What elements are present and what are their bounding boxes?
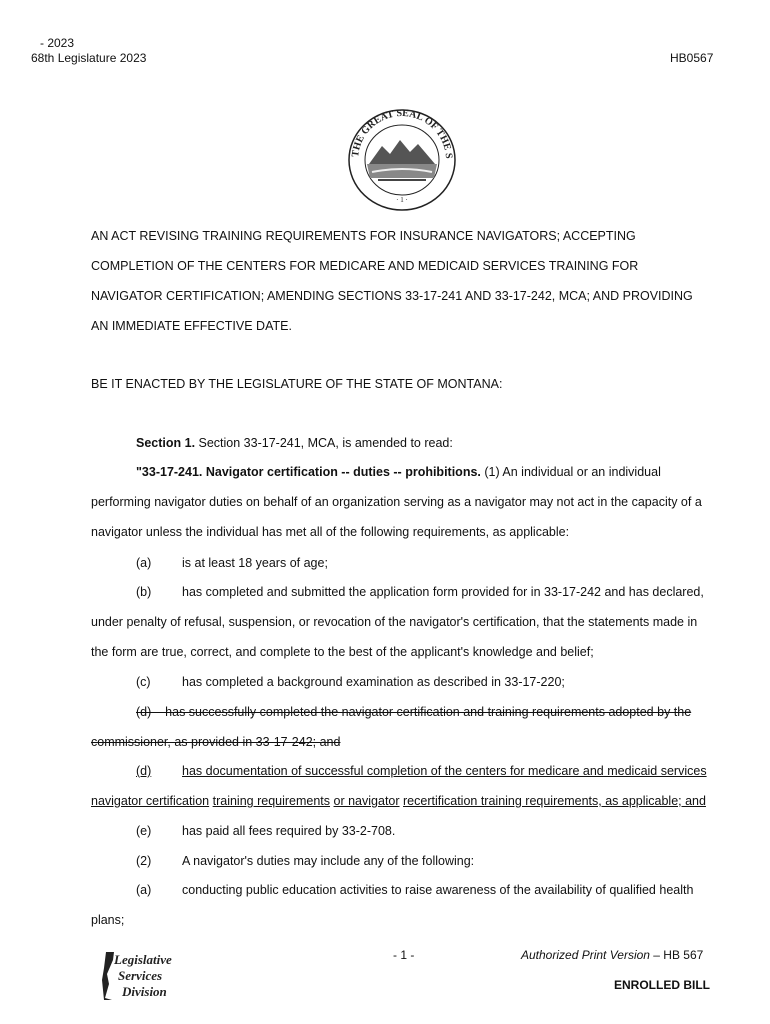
item-c-marker: (c) bbox=[136, 675, 151, 689]
print-version-italic: Authorized Print Version bbox=[521, 948, 650, 962]
logo-line-2: Services bbox=[118, 968, 163, 983]
section-intro-text: Section 33-17-241, MCA, is amended to read: bbox=[195, 436, 453, 450]
d-new-phrase-1: navigator certification bbox=[91, 794, 210, 808]
print-version bbox=[521, 948, 703, 962]
svg-text:· 1 ·: · 1 · bbox=[396, 196, 408, 204]
enacting-clause: BE IT ENACTED BY THE LEGISLATURE OF THE STATE OF MONTANA: bbox=[91, 377, 503, 391]
great-seal-of-montana-icon bbox=[342, 102, 462, 212]
title-line-2: COMPLETION OF THE CENTERS FOR MEDICARE AND MEDICAID SERVICES TRAINING FOR bbox=[91, 259, 639, 273]
item-b-line-3: the form are true, correct, and complete to the best of the applicant's knowledge and belief; bbox=[91, 645, 594, 659]
svg-text:THE GREAT SEAL OF THE STATE OF: THE GREAT SEAL OF THE S bbox=[350, 107, 455, 160]
item-d-old-struck-line-2: commissioner, as provided in 33-17-242; and bbox=[91, 735, 341, 749]
title-line-3: NAVIGATOR CERTIFICATION; AMENDING SECTIONS 33-17-241 AND 33-17-242, MCA; AND PROVIDING bbox=[91, 289, 693, 303]
item-b-marker: (b) bbox=[136, 585, 152, 599]
item-c-text: has completed a background examination as described in 33-17-220; bbox=[182, 675, 565, 689]
para-2-text: A navigator's duties may include any of the following: bbox=[182, 854, 475, 868]
d-new-phrase-2: training requirements bbox=[212, 794, 331, 808]
title-line-4: AN IMMEDIATE EFFECTIVE DATE. bbox=[91, 319, 292, 333]
section-heading-line bbox=[136, 465, 661, 479]
para-1-line-3: navigator unless the individual has met all of the following requirements, as applicable: bbox=[91, 525, 570, 539]
item-d-new-line-2 bbox=[91, 794, 706, 808]
para-2-marker: (2) bbox=[136, 854, 152, 868]
logo-line-1: Legislative bbox=[114, 952, 172, 967]
item-b-line-2: under penalty of refusal, suspension, or revocation of the navigator's certification, that the statements made in bbox=[91, 615, 698, 629]
d-new-phrase-3: or navigator bbox=[333, 794, 400, 808]
item-b-text: has completed and submitted the application form provided for in 33-17-242 and has declared, bbox=[182, 585, 704, 599]
d-new-phrase-4: recertification training requirements, as applicable; and bbox=[403, 794, 706, 808]
logo-line-3: Division bbox=[122, 984, 167, 999]
legislative-services-division-logo bbox=[100, 950, 188, 1002]
item-d-new-text: has documentation of successful completion of the centers for medicare and medicaid services bbox=[182, 764, 707, 778]
page-number: - 1 - bbox=[393, 948, 415, 962]
section-heading: "33-17-241. Navigator certification -- duties -- prohibitions. bbox=[136, 465, 481, 479]
section-label: Section 1. bbox=[136, 436, 196, 450]
item-d-new-marker: (d) bbox=[136, 764, 152, 778]
para-2-a-line-2: plans; bbox=[91, 913, 125, 927]
header-year: - 2023 bbox=[40, 36, 75, 50]
print-version-rest: – HB 567 bbox=[649, 948, 704, 962]
item-e-marker: (e) bbox=[136, 824, 152, 838]
header-bill-id: HB0567 bbox=[670, 51, 714, 65]
header-legislature: 68th Legislature 2023 bbox=[31, 51, 147, 65]
para-1-start: (1) An individual or an individual bbox=[480, 465, 661, 479]
item-a-text: is at least 18 years of age; bbox=[182, 556, 328, 570]
item-a-marker: (a) bbox=[136, 556, 152, 570]
para-2-a-text: conducting public education activities to raise awareness of the availability of qualified health bbox=[182, 883, 694, 897]
para-1-line-2: performing navigator duties on behalf of an organization serving as a navigator may not act in the capacity of a bbox=[91, 495, 702, 509]
item-e-text: has paid all fees required by 33-2-708. bbox=[182, 824, 396, 838]
title-line-1: AN ACT REVISING TRAINING REQUIREMENTS FOR INSURANCE NAVIGATORS; ACCEPTING bbox=[91, 229, 636, 243]
item-d-old-struck: (d) has successfully completed the navigator certification and training requirements adopted by the bbox=[136, 705, 692, 719]
para-2-a-marker: (a) bbox=[136, 883, 152, 897]
enrolled-bill-label: ENROLLED BILL bbox=[614, 978, 710, 992]
section-intro bbox=[136, 436, 453, 450]
